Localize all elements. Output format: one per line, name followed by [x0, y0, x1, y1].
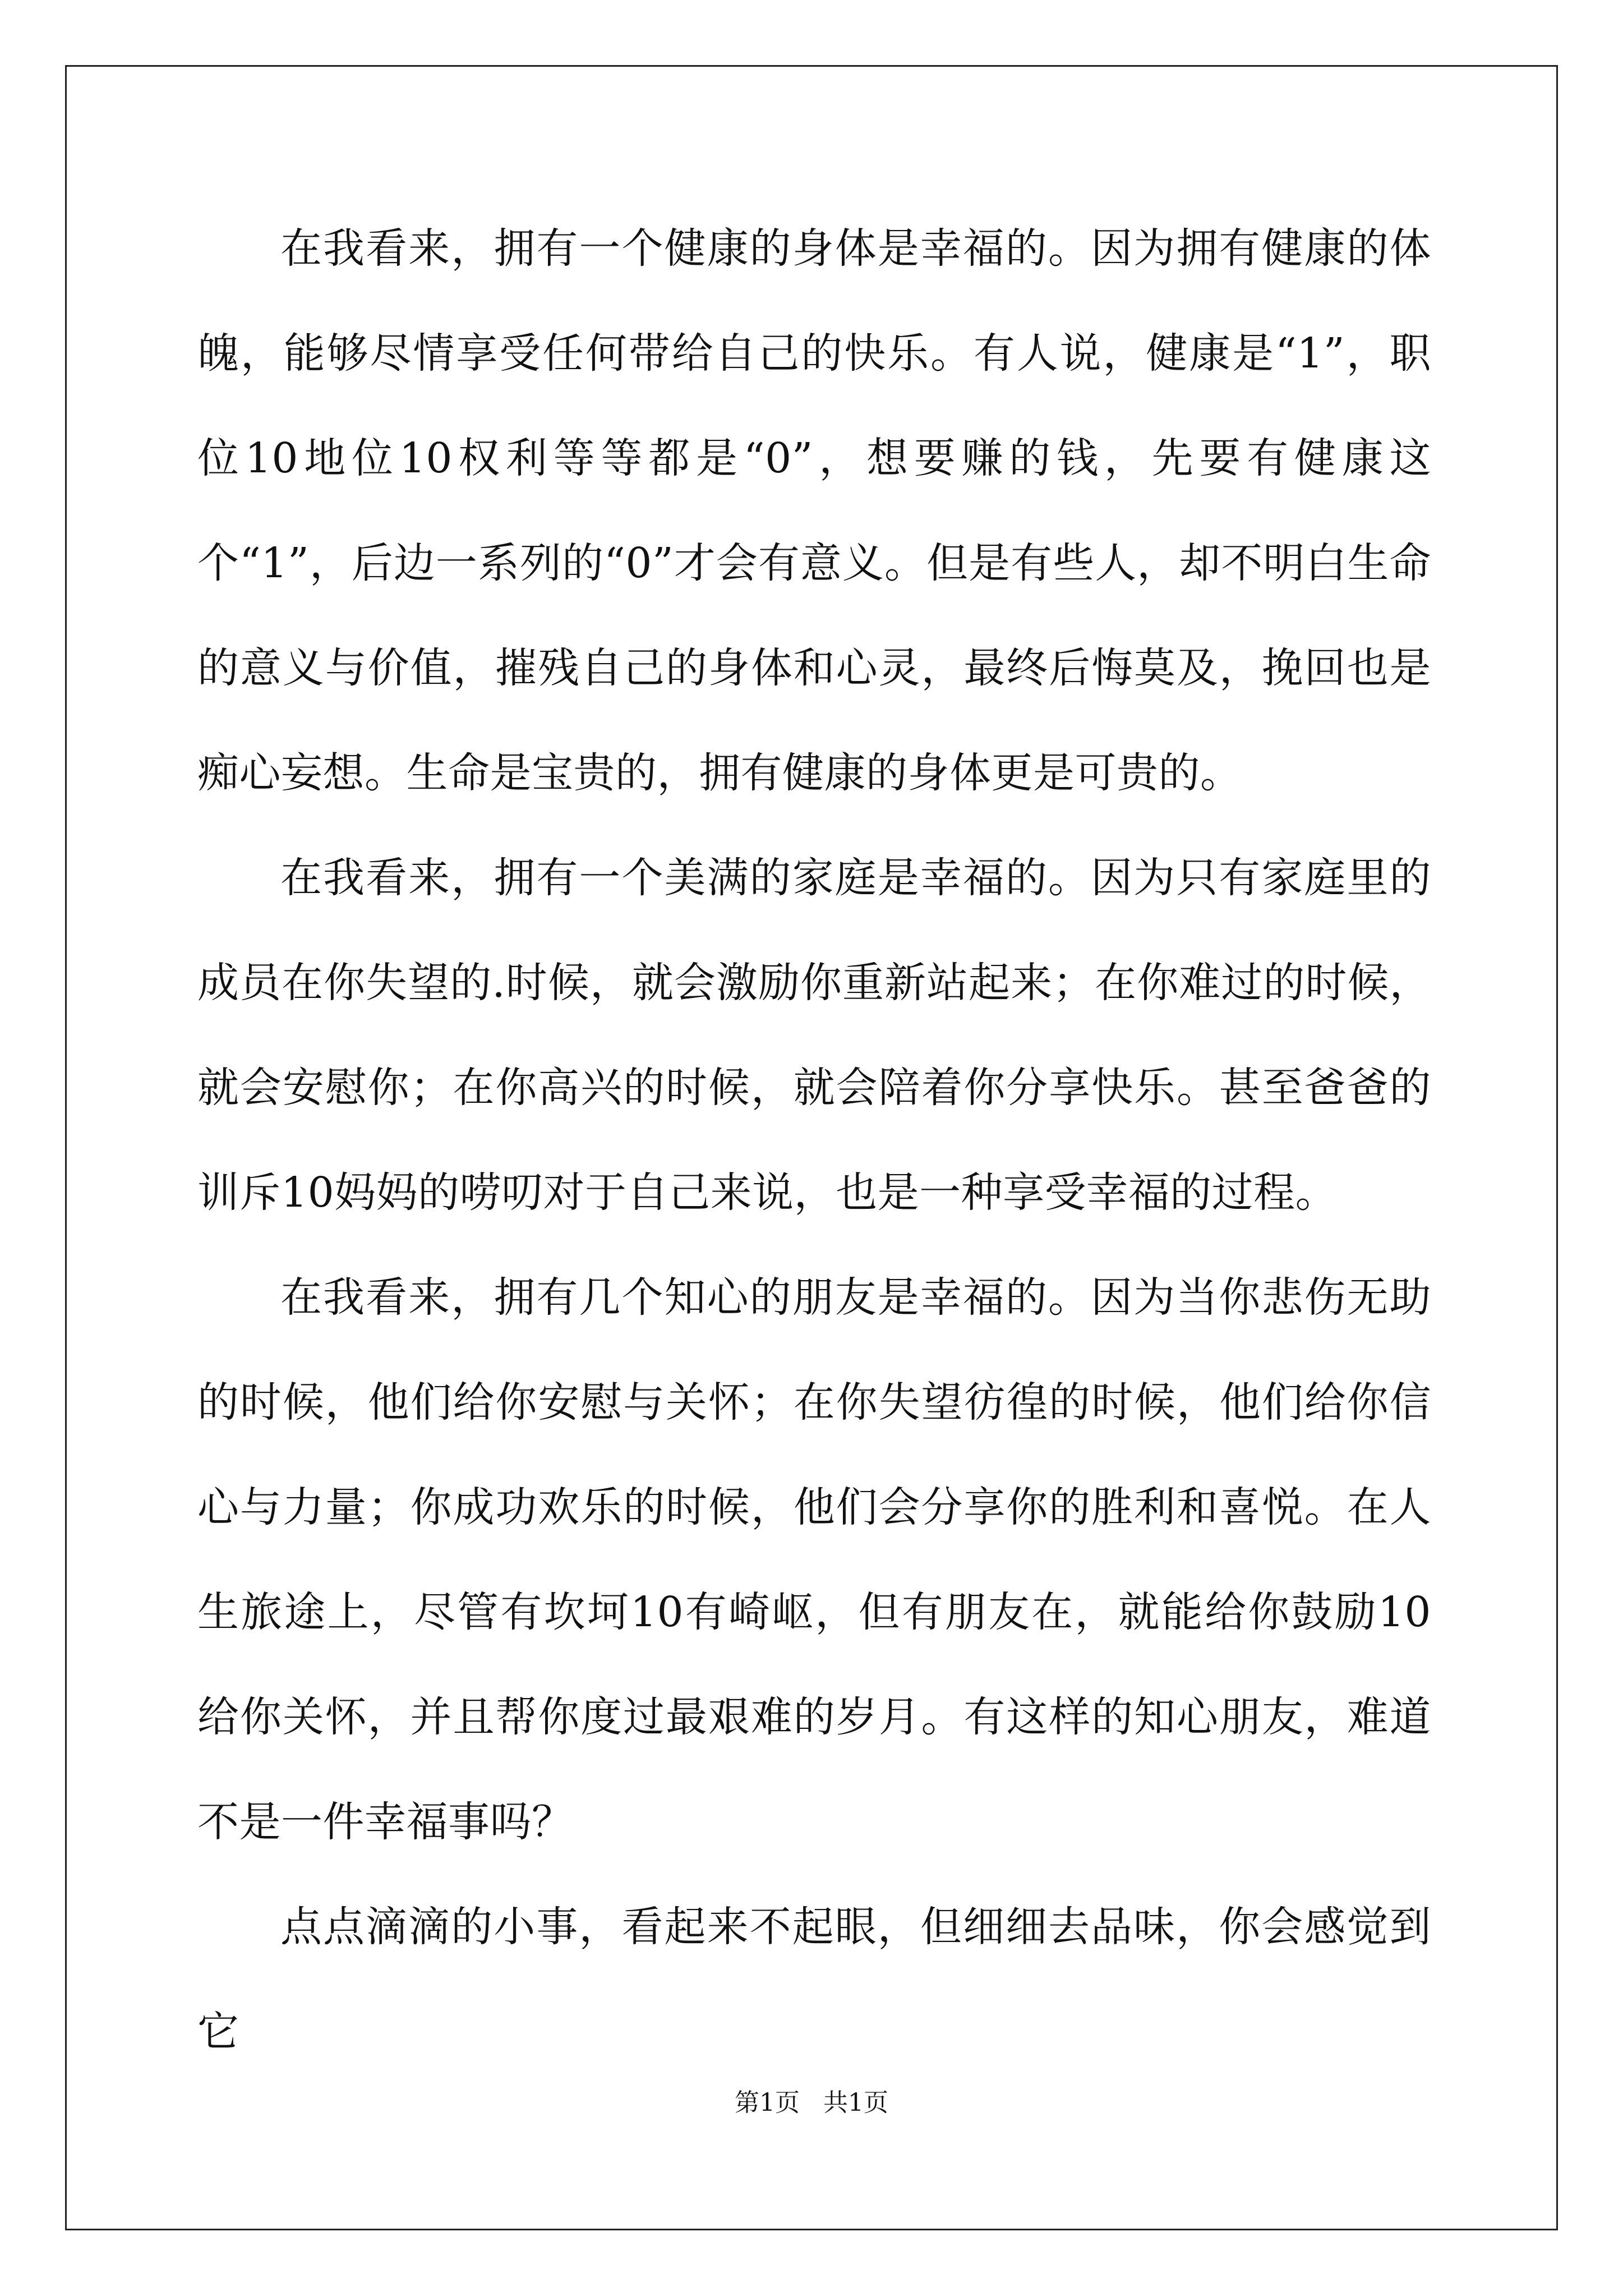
- paragraph-friends: 在我看来，拥有几个知心的朋友是幸福的。因为当你悲伤无助的时候，他们给你安慰与关怀；在你失望彷徨的时候，他们给你信心与力量；你成功欢乐的时候，他们会分享你的胜利和喜悦。在人生旅途上，尽管有坎坷10有崎岖，但有朋友在，就能给你鼓励10给你关怀，并且帮你度过最艰难的岁月。有这样的知心朋友，难道不是一件幸福事吗？: [197, 1273, 1431, 1846]
- page-number-footer: 第1页 共1页: [735, 2088, 888, 2117]
- document-body: [197, 196, 1431, 2085]
- paragraph-small-things: 点点滴滴的小事，看起来不起眼，但细细去品味，你会感觉到它: [197, 1903, 1431, 2056]
- paragraph-health: 在我看来，拥有一个健康的身体是幸福的。因为拥有健康的体魄，能够尽情享受任何带给自己的快乐。有人说，健康是“1”，职位10地位10权利等等都是“0”，想要赚的钱，先要有健康这个“1”，后边一系列的“0”才会有意义。但是有些人，却不明白生命的意义与价值，摧残自己的身体和心灵，最终后悔莫及，挽回也是痴心妄想。生命是宝贵的，拥有健康的身体更是可贵的。: [197, 224, 1431, 797]
- paragraph-family: 在我看来，拥有一个美满的家庭是幸福的。因为只有家庭里的成员在你失望的.时候，就会激励你重新站起来；在你难过的时候，就会安慰你；在你高兴的时候，就会陪着你分享快乐。甚至爸爸的训斥10妈妈的唠叨对于自己来说，也是一种享受幸福的过程。: [197, 854, 1431, 1217]
